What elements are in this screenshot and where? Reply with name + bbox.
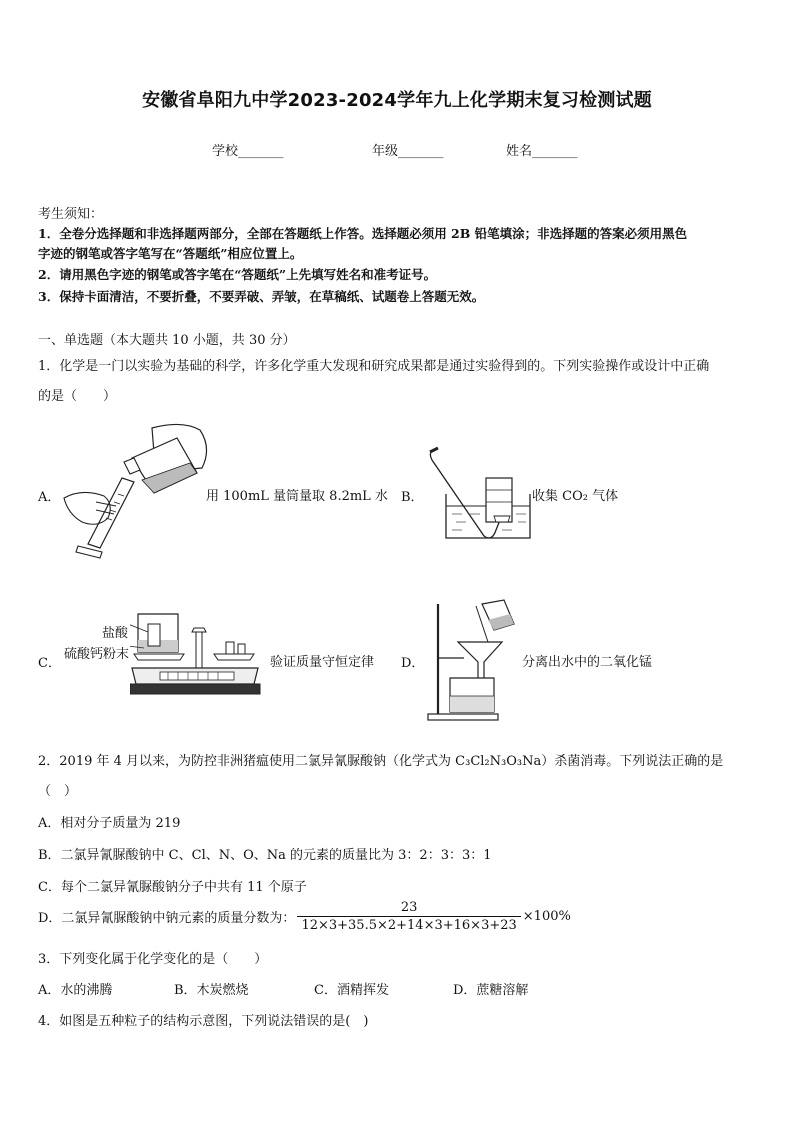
name-field[interactable]: 姓名_______ xyxy=(506,144,578,159)
gas-collection-figure xyxy=(422,446,537,544)
filtration-figure xyxy=(424,598,524,722)
q1-option-c-text: 验证质量守恒定律 xyxy=(270,655,375,670)
notice-item-2: 2．请用黑色字迹的钢笔或答字笔在“答题纸”上先填写姓名和准考证号。 xyxy=(38,267,437,282)
q1-option-b-text: 收集 CO₂ 气体 xyxy=(532,489,619,504)
q2-option-d[interactable] xyxy=(38,900,571,933)
q1-option-d-label[interactable]: D． xyxy=(401,656,425,671)
mass-fraction xyxy=(297,900,520,933)
notice-item-1a: 1．全卷分选择题和非选择题两部分，全部在答题纸上作答。选择题必须用 2B 铅笔填涂；非选择题的答案必须用黑色 xyxy=(38,226,688,241)
school-field[interactable]: 学校_______ xyxy=(212,144,284,159)
notice-heading: 考生须知： xyxy=(38,207,104,222)
q3-option-a[interactable]: A．水的沸腾 xyxy=(38,983,113,998)
q1-option-d-text: 分离出水中的二氧化锰 xyxy=(522,655,653,670)
q2-option-b[interactable]: B．二氯异氰脲酸钠中 C、Cl、N、O、Na 的元素的质量比为 3：2：3：3：1 xyxy=(38,848,492,863)
q1-option-b-label[interactable]: B． xyxy=(401,490,424,505)
q2-stem-line2: （ ） xyxy=(38,784,78,799)
fraction-numerator: 23 xyxy=(400,900,418,915)
q2-option-c[interactable]: C．每个二氯异氰脲酸钠分子中共有 11 个原子 xyxy=(38,880,307,895)
q4-stem: 4．如图是五种粒子的结构示意图，下列说法错误的是( ) xyxy=(38,1014,369,1029)
fraction-denominator: 12×3+35.5×2+14×3+16×3+23 xyxy=(301,918,517,933)
q2-option-d-suffix: ×100% xyxy=(522,909,571,924)
fig-label-hydrochloric-acid: 盐酸 xyxy=(102,626,129,641)
q1-stem-line2: 的是（ ） xyxy=(38,389,117,404)
q2-option-d-prefix: D．二氯异氰脲酸钠中钠元素的质量分数为： xyxy=(38,911,296,926)
section-heading: 一、单选题（本大题共 10 小题，共 30 分） xyxy=(38,333,296,348)
q1-option-c-label[interactable]: C． xyxy=(38,656,61,671)
q3-stem: 3．下列变化属于化学变化的是（ ） xyxy=(38,952,268,967)
notice-item-3: 3．保持卡面清洁，不要折叠，不要弄破、弄皱，在草稿纸、试题卷上答题无效。 xyxy=(38,289,485,304)
graduated-cylinder-figure xyxy=(62,418,212,563)
grade-field[interactable]: 年级_______ xyxy=(372,144,444,159)
q3-option-c[interactable]: C．酒精挥发 xyxy=(314,983,389,998)
fig-label-calcium-sulfate: 硫酸钙粉末 xyxy=(64,647,130,662)
page-title: 安徽省阜阳九中学2023-2024学年九上化学期末复习检测试题 xyxy=(142,90,652,111)
q3-option-b[interactable]: B．木炭燃烧 xyxy=(174,983,249,998)
balance-figure xyxy=(130,610,262,702)
q2-stem-line1: 2．2019 年 4 月以来，为防控非洲猪瘟使用二氯异氰脲酸钠（化学式为 C₃Cl₂N₃O₃Na）杀菌消毒。下列说法正确的是 xyxy=(38,754,724,769)
q3-option-d[interactable]: D．蔗糖溶解 xyxy=(453,983,529,998)
notice-item-1b: 字迹的钢笔或答字笔写在“答题纸”相应位置上。 xyxy=(38,246,303,261)
q1-option-a-label[interactable]: A． xyxy=(38,490,61,505)
q2-option-a[interactable]: A．相对分子质量为 219 xyxy=(38,816,181,831)
q1-stem-line1: 1．化学是一门以实验为基础的科学，许多化学重大发现和研究成果都是通过实验得到的。下列实验操作或设计中正确 xyxy=(38,359,710,374)
q1-option-a-text: 用 100mL 量筒量取 8.2mL 水 xyxy=(206,489,388,504)
